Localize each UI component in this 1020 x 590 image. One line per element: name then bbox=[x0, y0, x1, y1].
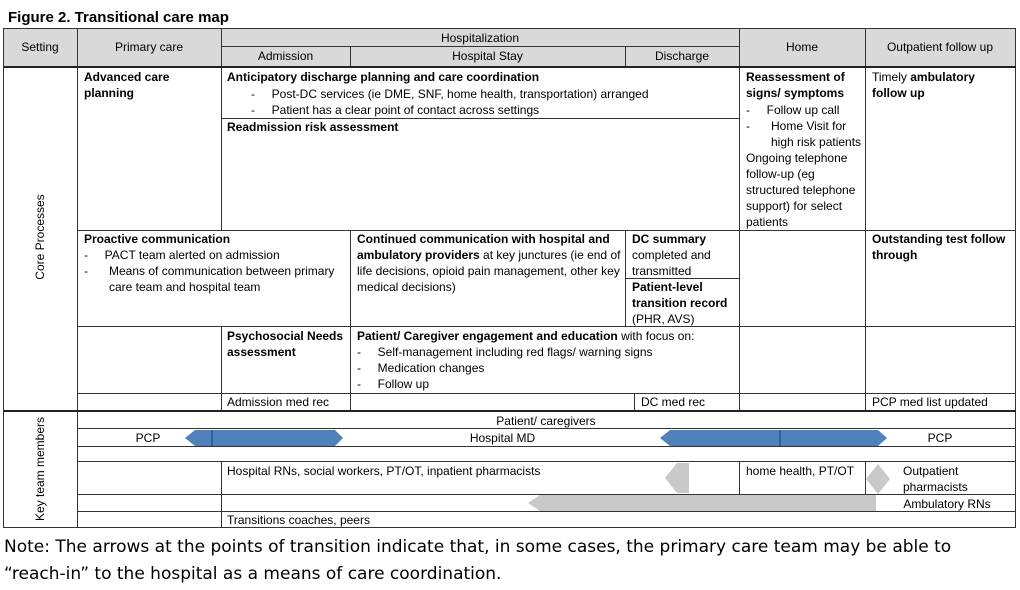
ambulatory-rns: Ambulatory RNs bbox=[903, 497, 991, 511]
readmission-risk: Readmission risk assessment bbox=[227, 120, 399, 134]
admission-med-rec: Admission med rec bbox=[227, 395, 330, 409]
header-setting: Setting bbox=[21, 40, 59, 54]
patient-level-transition-text: (PHR, AVS) bbox=[632, 312, 695, 326]
team-vline-pc bbox=[221, 461, 222, 527]
pcp-med-list-updated: PCP med list updated bbox=[872, 395, 988, 409]
gray-arrow-ambulatory-shape bbox=[528, 495, 876, 511]
patient-level-transition bbox=[632, 279, 738, 327]
outpatient-timely-followup bbox=[872, 69, 1012, 101]
table-right-border bbox=[1015, 28, 1016, 528]
psychosocial-needs: Psychosocial Needs assessment bbox=[227, 329, 344, 359]
outpatient-pharmacists: Outpatient pharmacists bbox=[903, 464, 968, 494]
col-line-setting bbox=[77, 28, 78, 528]
patient-engagement bbox=[357, 328, 737, 344]
home-bullet-2-text: Home Visit for high risk patients bbox=[771, 119, 862, 149]
transitions-coaches: Transitions coaches, peers bbox=[227, 513, 370, 527]
r1-line-out bbox=[865, 68, 866, 410]
medrec-line-dc bbox=[634, 393, 635, 410]
pc-bullet-1: - PACT team alerted on admission bbox=[84, 248, 280, 262]
r2-line-stay bbox=[350, 230, 351, 326]
dc-med-rec: DC med rec bbox=[641, 395, 706, 409]
blue-arrow-right-shape bbox=[660, 430, 887, 446]
gray-diamond-outpatient bbox=[864, 462, 892, 496]
r1-line-pc bbox=[221, 68, 222, 230]
adc-bullet-2: - Patient has a clear point of contact across settings bbox=[251, 103, 540, 117]
pc-bullet-2-dash: - bbox=[84, 264, 88, 278]
core-team-divider bbox=[3, 410, 1016, 412]
key-team-members-label: Key team members bbox=[33, 416, 47, 522]
adc-bullet-1: - Post-DC services (ie DME, SNF, home health, transportation) arranged bbox=[251, 87, 649, 101]
hospitalization-subdivider bbox=[221, 46, 739, 47]
figure-title: Figure 2. Transitional care map bbox=[8, 9, 229, 26]
home-ongoing-telephone: Ongoing telephone follow-up (eg structured telephone support) for select patients bbox=[746, 151, 856, 229]
blue-arrow-right bbox=[660, 429, 890, 447]
pc-bullet-2-text: Means of communication between primary care team and hospital team bbox=[109, 264, 335, 294]
blue-arrow-left-shape bbox=[185, 430, 343, 446]
continued-communication bbox=[357, 231, 623, 295]
dc-summary-text: completed and transmitted bbox=[632, 248, 711, 278]
r3-line-adm bbox=[350, 326, 351, 410]
header-outpatient: Outpatient follow up bbox=[886, 40, 994, 54]
pc-bullet-1-text: PACT team alerted on admission bbox=[104, 248, 280, 262]
header-hospital-stay: Hospital Stay bbox=[452, 49, 523, 63]
advanced-care-planning: Advanced care planning bbox=[84, 70, 170, 100]
pcp-left: PCP bbox=[135, 431, 161, 445]
anticipatory-discharge-title: Anticipatory discharge planning and care coordination bbox=[227, 70, 540, 84]
r3-line-pc bbox=[221, 326, 222, 410]
patient-engagement-text: with focus on: bbox=[617, 329, 695, 343]
adc-bullet-1-text: Post-DC services (ie DME, SNF, home health, transportation) arranged bbox=[271, 87, 649, 101]
patient-engagement-title: Patient/ Caregiver engagement and education bbox=[357, 329, 618, 343]
home-bullet-2-dash: - bbox=[746, 119, 750, 133]
header-home: Home bbox=[785, 40, 818, 54]
header-admission: Admission bbox=[257, 49, 314, 63]
patient-level-transition-title: Patient-level transition record bbox=[632, 280, 728, 310]
gray-arrow-discharge bbox=[665, 461, 695, 495]
team-vline-home bbox=[739, 461, 740, 494]
gray-arrow-ambulatory bbox=[528, 494, 878, 512]
edu-bullet-1: - Self-management including red flags/ warning signs bbox=[357, 345, 653, 359]
edu-bullet-3-text: Follow up bbox=[377, 377, 430, 391]
core-processes-label: Core Processes bbox=[33, 194, 47, 280]
home-bullet-1-text: Follow up call bbox=[766, 103, 840, 117]
pcp-right: PCP bbox=[927, 431, 953, 445]
patient-caregivers: Patient/ caregivers bbox=[496, 414, 596, 428]
gray-arrow-discharge-shape bbox=[665, 463, 689, 493]
home-bullet-1: - Follow up call bbox=[746, 103, 840, 117]
edu-bullet-2: - Medication changes bbox=[357, 361, 485, 375]
dc-summary bbox=[632, 231, 738, 279]
r1-line-home bbox=[739, 68, 740, 410]
outstanding-test-followthrough: Outstanding test follow through bbox=[872, 232, 1006, 262]
proactive-communication-title: Proactive communication bbox=[84, 232, 231, 246]
adc-bullet-2-text: Patient has a clear point of contact across settings bbox=[271, 103, 540, 117]
edu-bullet-1-text: Self-management including red flags/ warning signs bbox=[377, 345, 653, 359]
header-hospitalization: Hospitalization bbox=[440, 31, 520, 45]
continued-communication-text: at key junctures (ie end of life decisions, opioid pain management, other key medical decisions) bbox=[357, 248, 621, 294]
gray-diamond-outpatient-shape bbox=[866, 464, 890, 494]
continued-communication-title: Continued communication with hospital and ambulatory providers bbox=[357, 232, 610, 262]
table-left-border bbox=[3, 28, 4, 528]
hospital-staff: Hospital RNs, social workers, PT/OT, inpatient pharmacists bbox=[227, 464, 541, 478]
hospital-md: Hospital MD bbox=[469, 431, 536, 445]
outpatient-ambulatory-text: ambulatory follow up bbox=[872, 70, 975, 100]
dc-summary-title: DC summary bbox=[632, 232, 707, 246]
header-discharge: Discharge bbox=[654, 49, 710, 63]
home-reassessment-title: Reassessment of signs/ symptoms bbox=[746, 70, 845, 100]
figure-note: Note: The arrows at the points of transition indicate that, in some cases, the primary care team may be able to “reach-in” to the hospital as a means of care coordination. bbox=[4, 537, 952, 584]
row2-bottom-line bbox=[77, 326, 1015, 327]
home-health-ptot: home health, PT/OT bbox=[746, 464, 855, 478]
edu-bullet-2-text: Medication changes bbox=[377, 361, 485, 375]
edu-bullet-3: - Follow up bbox=[357, 377, 430, 391]
outpatient-timely-text: Timely bbox=[872, 70, 911, 84]
blue-arrow-left bbox=[185, 429, 345, 447]
header-primary-care: Primary care bbox=[114, 40, 183, 54]
